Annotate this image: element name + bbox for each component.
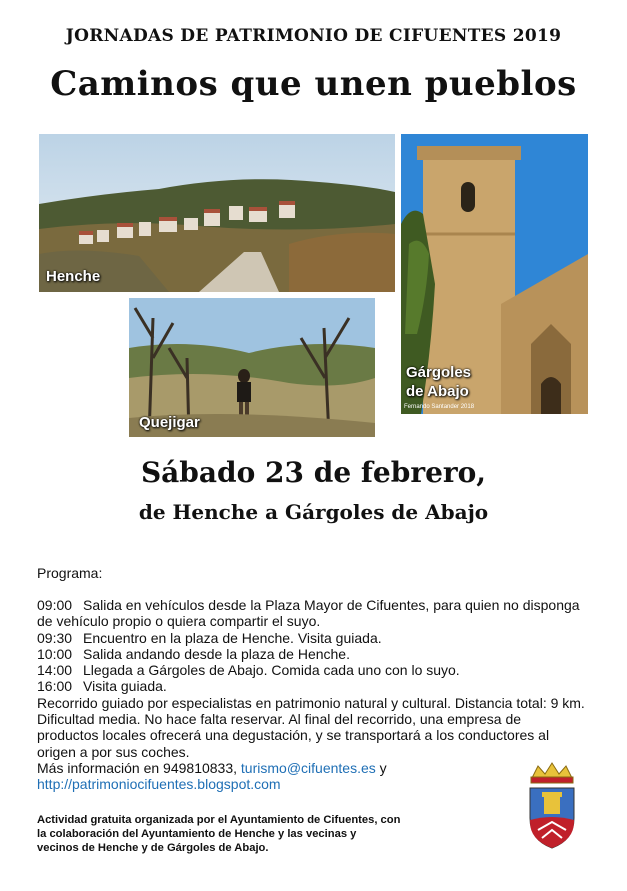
program-item [37,678,585,694]
photo-gargoles [401,134,588,414]
program-description: Recorrido guiado por especialistas en patrimonio natural y cultural. Distancia total: 9 km. Dificultad media. No hace falta reservar. Al final del recorrido, una empresa de productos locales ofrecerá una degustación, y se transportará a los conductores al origen a por sus coches. [37,694,585,760]
blog-link[interactable]: http://patrimoniocifuentes.blogspot.com [37,776,281,793]
coat-of-arms-icon [524,760,580,855]
photo-caption-gargoles-line1: Gárgoles [406,364,472,381]
program-text: Llegada a Gárgoles de Abajo. Comida cada uno con lo suyo. [83,662,460,679]
footer-line: vecinos de Henche y de Gárgoles de Abajo. [37,842,269,854]
more-info-text: Más información en 949810833, [37,759,238,776]
page-title: Caminos que unen pueblos [50,64,577,104]
program-item [37,662,585,678]
event-series-title: JORNADAS DE PATRIMONIO DE CIFUENTES 2019 [65,26,562,46]
program-text: Visita guiada. [83,678,167,695]
program-time: 09:30 [37,629,73,646]
footer-credits [37,813,467,855]
program-time: 14:00 [37,662,73,679]
program-time: 10:00 [37,645,73,662]
program-item [37,646,585,662]
event-route: de Henche a Gárgoles de Abajo [138,500,489,524]
more-info [37,760,585,776]
photo-henche [39,134,395,292]
photo-caption-henche: Henche [46,268,101,285]
program-text: Salida andando desde la plaza de Henche. [83,645,350,662]
event-date: Sábado 23 de febrero, [140,456,487,489]
program-time: 09:00 [37,597,73,613]
program-item [37,597,585,630]
program-label: Programa: [37,565,103,581]
photo-caption-gargoles-line2: de Abajo [406,383,469,400]
program-item [37,630,585,646]
more-info-and: y [379,759,387,776]
footer-line: la colaboración del Ayuntamiento de Henche y las vecinas y [37,828,357,840]
footer-line: Actividad gratuita organizada por el Ayuntamiento de Cifuentes, con [37,814,401,826]
photo-caption-quejigar: Quejigar [139,414,200,431]
photo-credit: Fernando Santander 2018 [404,404,475,410]
program-text: Salida en vehículos desde la Plaza Mayor de Cifuentes, para quien no disponga de vehículo propio o quiera compartir el suyo. [37,597,580,630]
program-time: 16:00 [37,678,73,695]
photo-quejigar [129,298,375,437]
program-text: Encuentro en la plaza de Henche. Visita guiada. [83,629,382,646]
email-link[interactable]: turismo@cifuentes.es [240,759,376,776]
program-list [37,597,585,793]
